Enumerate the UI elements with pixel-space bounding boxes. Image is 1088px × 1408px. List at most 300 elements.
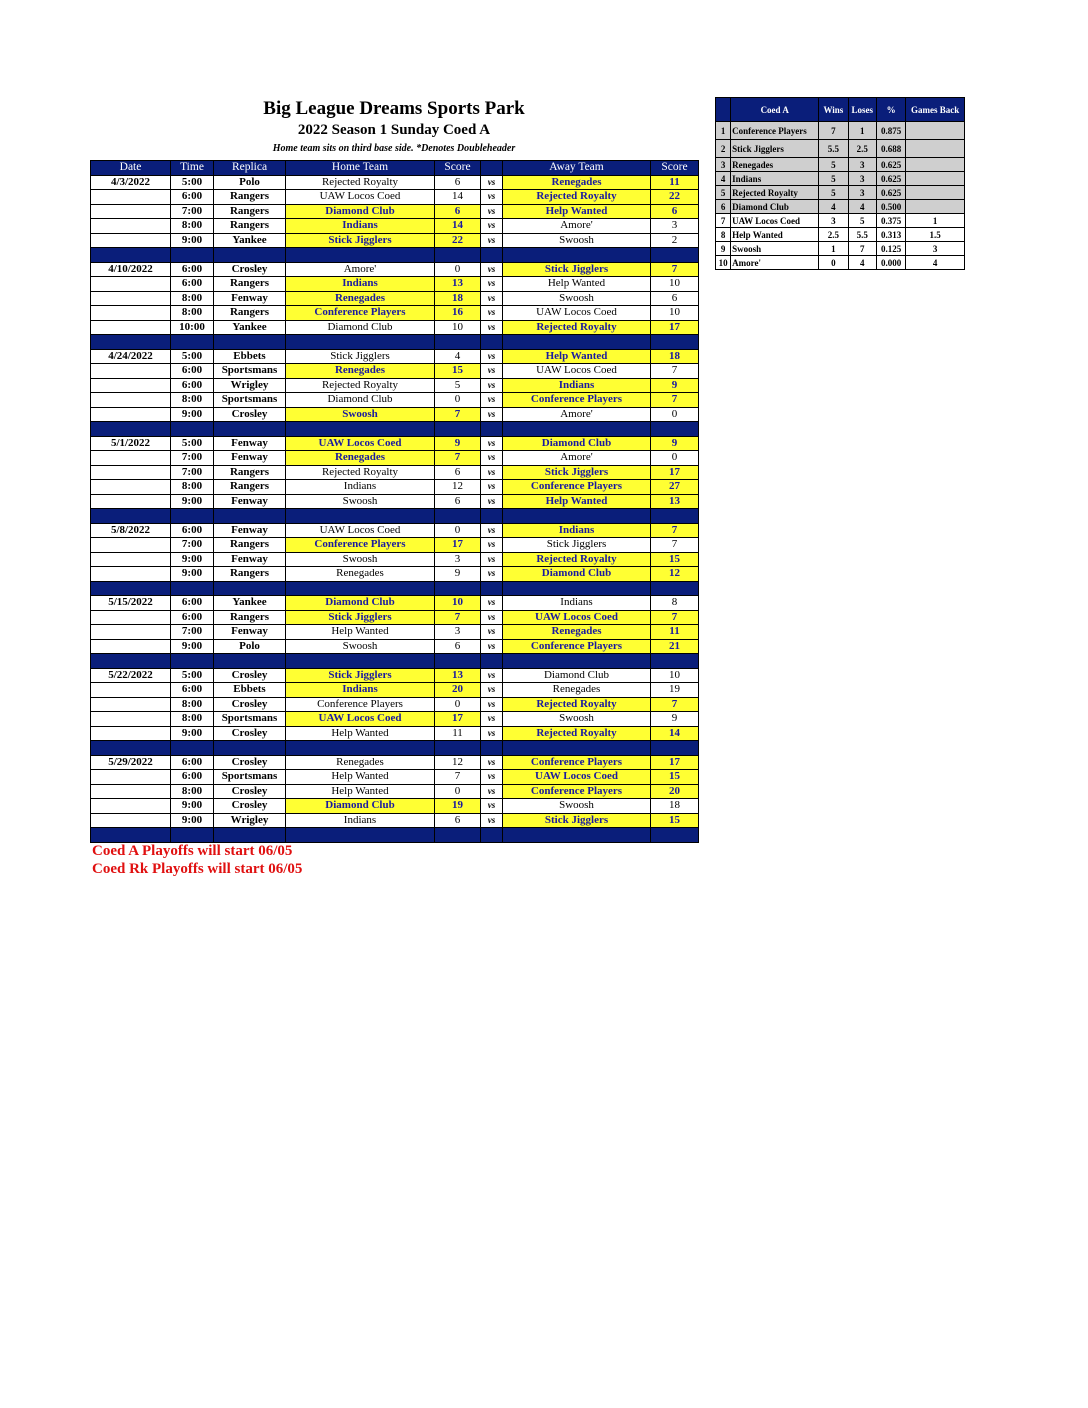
vs-label: vs	[481, 364, 503, 379]
standings-games-back: 4	[906, 256, 965, 270]
game-field: Fenway	[214, 552, 286, 567]
standings-loses: 2.5	[848, 140, 876, 158]
game-date: 5/15/2022	[91, 596, 171, 611]
separator-cell	[91, 335, 171, 350]
away-team: Renegades	[503, 175, 651, 190]
away-score: 10	[651, 277, 699, 292]
standings-games-back	[906, 172, 965, 186]
home-score: 0	[435, 523, 481, 538]
game-date	[91, 320, 171, 335]
playoff-note-coed-a: Coed A Playoffs will start 06/05	[92, 843, 293, 859]
away-score: 17	[651, 755, 699, 770]
standings-wins: 0	[819, 256, 848, 270]
home-score: 0	[435, 697, 481, 712]
home-team: Help Wanted	[286, 784, 435, 799]
vs-label: vs	[481, 596, 503, 611]
away-team: Conference Players	[503, 639, 651, 654]
away-team: Help Wanted	[503, 277, 651, 292]
away-team: Renegades	[503, 625, 651, 640]
game-time: 9:00	[171, 552, 214, 567]
away-team: Renegades	[503, 683, 651, 698]
standings-rank: 7	[716, 214, 731, 228]
game-date	[91, 291, 171, 306]
home-team: Conference Players	[286, 697, 435, 712]
separator-cell	[481, 828, 503, 843]
vs-label: vs	[481, 813, 503, 828]
home-team: Help Wanted	[286, 770, 435, 785]
game-row	[91, 610, 699, 625]
away-team: Indians	[503, 378, 651, 393]
home-team: Rejected Royalty	[286, 175, 435, 190]
game-time: 6:00	[171, 683, 214, 698]
game-date	[91, 364, 171, 379]
away-team: Rejected Royalty	[503, 726, 651, 741]
standings-row	[716, 122, 965, 140]
separator-cell	[91, 422, 171, 437]
standings-games-back	[906, 158, 965, 172]
game-field: Sportsmans	[214, 712, 286, 727]
separator-cell	[481, 741, 503, 756]
standings-row	[716, 140, 965, 158]
home-score: 9	[435, 567, 481, 582]
game-time: 6:00	[171, 190, 214, 205]
home-team: UAW Locos Coed	[286, 712, 435, 727]
separator-cell	[481, 654, 503, 669]
game-field: Crosley	[214, 697, 286, 712]
week-separator	[91, 422, 699, 437]
game-row	[91, 349, 699, 364]
game-row	[91, 538, 699, 553]
col-header-time: Time	[171, 161, 214, 176]
separator-cell	[171, 422, 214, 437]
game-row	[91, 683, 699, 698]
standings-games-back: 1.5	[906, 228, 965, 242]
separator-cell	[214, 741, 286, 756]
away-team: Help Wanted	[503, 204, 651, 219]
home-team: Renegades	[286, 364, 435, 379]
vs-label: vs	[481, 799, 503, 814]
game-date	[91, 784, 171, 799]
vs-label: vs	[481, 393, 503, 408]
game-field: Ebbets	[214, 683, 286, 698]
week-separator	[91, 828, 699, 843]
separator-cell	[91, 654, 171, 669]
away-score: 7	[651, 262, 699, 277]
standings-games-back	[906, 140, 965, 158]
vs-label: vs	[481, 552, 503, 567]
away-score: 17	[651, 465, 699, 480]
game-time: 6:00	[171, 378, 214, 393]
game-row	[91, 306, 699, 321]
away-team: Rejected Royalty	[503, 320, 651, 335]
game-row	[91, 407, 699, 422]
game-time: 7:00	[171, 451, 214, 466]
game-time: 5:00	[171, 349, 214, 364]
standings-pct: 0.500	[876, 200, 905, 214]
away-score: 15	[651, 552, 699, 567]
separator-cell	[503, 422, 651, 437]
game-row	[91, 320, 699, 335]
standings-wins: 1	[819, 242, 848, 256]
standings-rank: 4	[716, 172, 731, 186]
standings-loses: 7	[848, 242, 876, 256]
standings-team: Conference Players	[731, 122, 819, 140]
away-team: Conference Players	[503, 480, 651, 495]
game-date	[91, 799, 171, 814]
separator-cell	[651, 248, 699, 263]
away-team: UAW Locos Coed	[503, 770, 651, 785]
away-team: Diamond Club	[503, 436, 651, 451]
separator-cell	[286, 422, 435, 437]
game-field: Rangers	[214, 465, 286, 480]
home-team: Conference Players	[286, 306, 435, 321]
game-date	[91, 204, 171, 219]
away-team: UAW Locos Coed	[503, 610, 651, 625]
home-score: 12	[435, 755, 481, 770]
home-team: Diamond Club	[286, 320, 435, 335]
game-row	[91, 552, 699, 567]
home-score: 6	[435, 813, 481, 828]
game-time: 7:00	[171, 538, 214, 553]
separator-cell	[171, 509, 214, 524]
home-score: 3	[435, 552, 481, 567]
game-date	[91, 233, 171, 248]
separator-cell	[91, 741, 171, 756]
separator-cell	[435, 248, 481, 263]
separator-cell	[651, 509, 699, 524]
game-row	[91, 451, 699, 466]
game-time: 9:00	[171, 494, 214, 509]
home-team: UAW Locos Coed	[286, 436, 435, 451]
standings-team: Diamond Club	[731, 200, 819, 214]
home-team: Help Wanted	[286, 726, 435, 741]
away-team: Stick Jigglers	[503, 813, 651, 828]
game-date	[91, 393, 171, 408]
separator-cell	[171, 335, 214, 350]
home-team: Stick Jigglers	[286, 233, 435, 248]
game-field: Crosley	[214, 262, 286, 277]
standings-pct: 0.000	[876, 256, 905, 270]
standings-wins: 5	[819, 172, 848, 186]
game-field: Wrigley	[214, 813, 286, 828]
game-time: 6:00	[171, 262, 214, 277]
away-score: 0	[651, 451, 699, 466]
home-team: Swoosh	[286, 639, 435, 654]
home-team: Swoosh	[286, 494, 435, 509]
standings-row	[716, 186, 965, 200]
game-date	[91, 770, 171, 785]
vs-label: vs	[481, 204, 503, 219]
game-time: 6:00	[171, 610, 214, 625]
game-date	[91, 712, 171, 727]
away-score: 10	[651, 306, 699, 321]
game-time: 8:00	[171, 306, 214, 321]
standings-header-loses: Loses	[848, 98, 876, 122]
separator-cell	[503, 654, 651, 669]
home-team: Amore'	[286, 262, 435, 277]
game-time: 7:00	[171, 204, 214, 219]
home-score: 7	[435, 407, 481, 422]
game-time: 8:00	[171, 697, 214, 712]
standings-wins: 5	[819, 158, 848, 172]
vs-label: vs	[481, 349, 503, 364]
game-time: 6:00	[171, 277, 214, 292]
game-field: Fenway	[214, 523, 286, 538]
game-field: Fenway	[214, 494, 286, 509]
separator-cell	[286, 828, 435, 843]
game-field: Sportsmans	[214, 393, 286, 408]
separator-cell	[214, 581, 286, 596]
page-subtitle: 2022 Season 1 Sunday Coed A	[297, 122, 491, 138]
week-separator	[91, 654, 699, 669]
game-time: 8:00	[171, 480, 214, 495]
home-score: 14	[435, 219, 481, 234]
away-team: Indians	[503, 523, 651, 538]
away-team: Swoosh	[503, 799, 651, 814]
away-score: 11	[651, 625, 699, 640]
col-header-vs	[481, 161, 503, 176]
away-team: Help Wanted	[503, 494, 651, 509]
game-date	[91, 407, 171, 422]
playoff-note-coed-rk: Coed Rk Playoffs will start 06/05	[92, 861, 303, 877]
home-score: 17	[435, 538, 481, 553]
schedule-header-row	[91, 161, 699, 176]
separator-cell	[651, 581, 699, 596]
separator-cell	[286, 654, 435, 669]
separator-cell	[503, 741, 651, 756]
away-score: 17	[651, 320, 699, 335]
home-score: 18	[435, 291, 481, 306]
home-score: 4	[435, 349, 481, 364]
game-time: 9:00	[171, 799, 214, 814]
game-row	[91, 393, 699, 408]
home-score: 15	[435, 364, 481, 379]
standings-row	[716, 158, 965, 172]
away-team: Stick Jigglers	[503, 465, 651, 480]
home-score: 16	[435, 306, 481, 321]
game-date	[91, 726, 171, 741]
standings-rank: 6	[716, 200, 731, 214]
away-score: 6	[651, 291, 699, 306]
home-team: Conference Players	[286, 538, 435, 553]
standings-team: UAW Locos Coed	[731, 214, 819, 228]
away-team: Diamond Club	[503, 567, 651, 582]
game-row	[91, 567, 699, 582]
standings-team: Help Wanted	[731, 228, 819, 242]
standings-loses: 3	[848, 172, 876, 186]
vs-label: vs	[481, 639, 503, 654]
standings-rank: 8	[716, 228, 731, 242]
home-score: 0	[435, 784, 481, 799]
home-score: 7	[435, 770, 481, 785]
standings-rank: 1	[716, 122, 731, 140]
standings-row	[716, 242, 965, 256]
vs-label: vs	[481, 523, 503, 538]
game-date	[91, 625, 171, 640]
home-score: 5	[435, 378, 481, 393]
home-score: 6	[435, 494, 481, 509]
standings-header-rank	[716, 98, 731, 122]
away-team: Indians	[503, 596, 651, 611]
game-field: Wrigley	[214, 378, 286, 393]
game-date: 5/8/2022	[91, 523, 171, 538]
schedule-body	[91, 175, 699, 842]
col-header-home-score: Score	[435, 161, 481, 176]
home-team: Indians	[286, 813, 435, 828]
vs-label: vs	[481, 219, 503, 234]
standings-rank: 5	[716, 186, 731, 200]
away-team: Rejected Royalty	[503, 552, 651, 567]
game-date	[91, 813, 171, 828]
vs-label: vs	[481, 378, 503, 393]
away-score: 7	[651, 697, 699, 712]
game-row	[91, 277, 699, 292]
standings-pct: 0.875	[876, 122, 905, 140]
game-field: Crosley	[214, 726, 286, 741]
separator-cell	[651, 654, 699, 669]
game-row	[91, 625, 699, 640]
game-row	[91, 813, 699, 828]
game-time: 9:00	[171, 813, 214, 828]
week-separator	[91, 509, 699, 524]
away-team: Stick Jigglers	[503, 262, 651, 277]
away-score: 18	[651, 349, 699, 364]
separator-cell	[91, 248, 171, 263]
game-row	[91, 262, 699, 277]
standings-team: Indians	[731, 172, 819, 186]
away-score: 7	[651, 538, 699, 553]
game-time: 8:00	[171, 784, 214, 799]
game-date	[91, 697, 171, 712]
game-field: Rangers	[214, 538, 286, 553]
col-header-away-score: Score	[651, 161, 699, 176]
vs-label: vs	[481, 494, 503, 509]
game-time: 10:00	[171, 320, 214, 335]
game-row	[91, 175, 699, 190]
standings-loses: 4	[848, 200, 876, 214]
home-team: Stick Jigglers	[286, 349, 435, 364]
separator-cell	[171, 741, 214, 756]
game-time: 8:00	[171, 393, 214, 408]
separator-cell	[481, 509, 503, 524]
game-field: Polo	[214, 639, 286, 654]
game-time: 6:00	[171, 523, 214, 538]
game-time: 9:00	[171, 233, 214, 248]
vs-label: vs	[481, 784, 503, 799]
standings-rank: 2	[716, 140, 731, 158]
away-score: 9	[651, 378, 699, 393]
standings-header-row	[716, 98, 965, 122]
standings-loses: 4	[848, 256, 876, 270]
away-team: Amore'	[503, 407, 651, 422]
home-team: UAW Locos Coed	[286, 190, 435, 205]
away-score: 15	[651, 770, 699, 785]
away-team: Amore'	[503, 219, 651, 234]
separator-cell	[503, 248, 651, 263]
separator-cell	[651, 422, 699, 437]
away-score: 27	[651, 480, 699, 495]
standings-team: Rejected Royalty	[731, 186, 819, 200]
game-date	[91, 567, 171, 582]
home-score: 6	[435, 639, 481, 654]
standings-loses: 3	[848, 186, 876, 200]
separator-cell	[481, 248, 503, 263]
away-score: 8	[651, 596, 699, 611]
vs-label: vs	[481, 436, 503, 451]
standings-rank: 3	[716, 158, 731, 172]
separator-cell	[286, 248, 435, 263]
home-score: 7	[435, 451, 481, 466]
game-time: 9:00	[171, 407, 214, 422]
game-row	[91, 596, 699, 611]
game-field: Polo	[214, 175, 286, 190]
game-row	[91, 233, 699, 248]
game-row	[91, 378, 699, 393]
standings-row	[716, 214, 965, 228]
game-row	[91, 204, 699, 219]
game-date	[91, 306, 171, 321]
game-time: 7:00	[171, 465, 214, 480]
separator-cell	[214, 828, 286, 843]
standings-games-back	[906, 200, 965, 214]
game-row	[91, 668, 699, 683]
header-note: Home team sits on third base side. *Denotes Doubleheader	[272, 143, 516, 154]
game-time: 8:00	[171, 712, 214, 727]
away-score: 21	[651, 639, 699, 654]
vs-label: vs	[481, 538, 503, 553]
home-score: 7	[435, 610, 481, 625]
week-separator	[91, 248, 699, 263]
separator-cell	[214, 422, 286, 437]
game-field: Crosley	[214, 407, 286, 422]
game-time: 5:00	[171, 668, 214, 683]
game-date: 5/1/2022	[91, 436, 171, 451]
standings-pct: 0.375	[876, 214, 905, 228]
standings-wins: 5.5	[819, 140, 848, 158]
vs-label: vs	[481, 190, 503, 205]
standings-row	[716, 228, 965, 242]
col-header-replica: Replica	[214, 161, 286, 176]
col-header-date: Date	[91, 161, 171, 176]
home-team: Indians	[286, 277, 435, 292]
separator-cell	[503, 581, 651, 596]
home-score: 0	[435, 262, 481, 277]
vs-label: vs	[481, 683, 503, 698]
game-time: 6:00	[171, 364, 214, 379]
game-time: 6:00	[171, 770, 214, 785]
home-score: 14	[435, 190, 481, 205]
game-date	[91, 494, 171, 509]
separator-cell	[435, 335, 481, 350]
separator-cell	[214, 248, 286, 263]
away-score: 13	[651, 494, 699, 509]
separator-cell	[91, 828, 171, 843]
separator-cell	[435, 422, 481, 437]
standings-team: Swoosh	[731, 242, 819, 256]
vs-label: vs	[481, 291, 503, 306]
game-field: Rangers	[214, 306, 286, 321]
game-row	[91, 639, 699, 654]
home-score: 12	[435, 480, 481, 495]
away-score: 7	[651, 364, 699, 379]
game-date: 4/10/2022	[91, 262, 171, 277]
away-team: Swoosh	[503, 291, 651, 306]
home-team: Stick Jigglers	[286, 610, 435, 625]
home-team: Diamond Club	[286, 799, 435, 814]
game-field: Rangers	[214, 610, 286, 625]
away-score: 15	[651, 813, 699, 828]
standings-games-back	[906, 186, 965, 200]
